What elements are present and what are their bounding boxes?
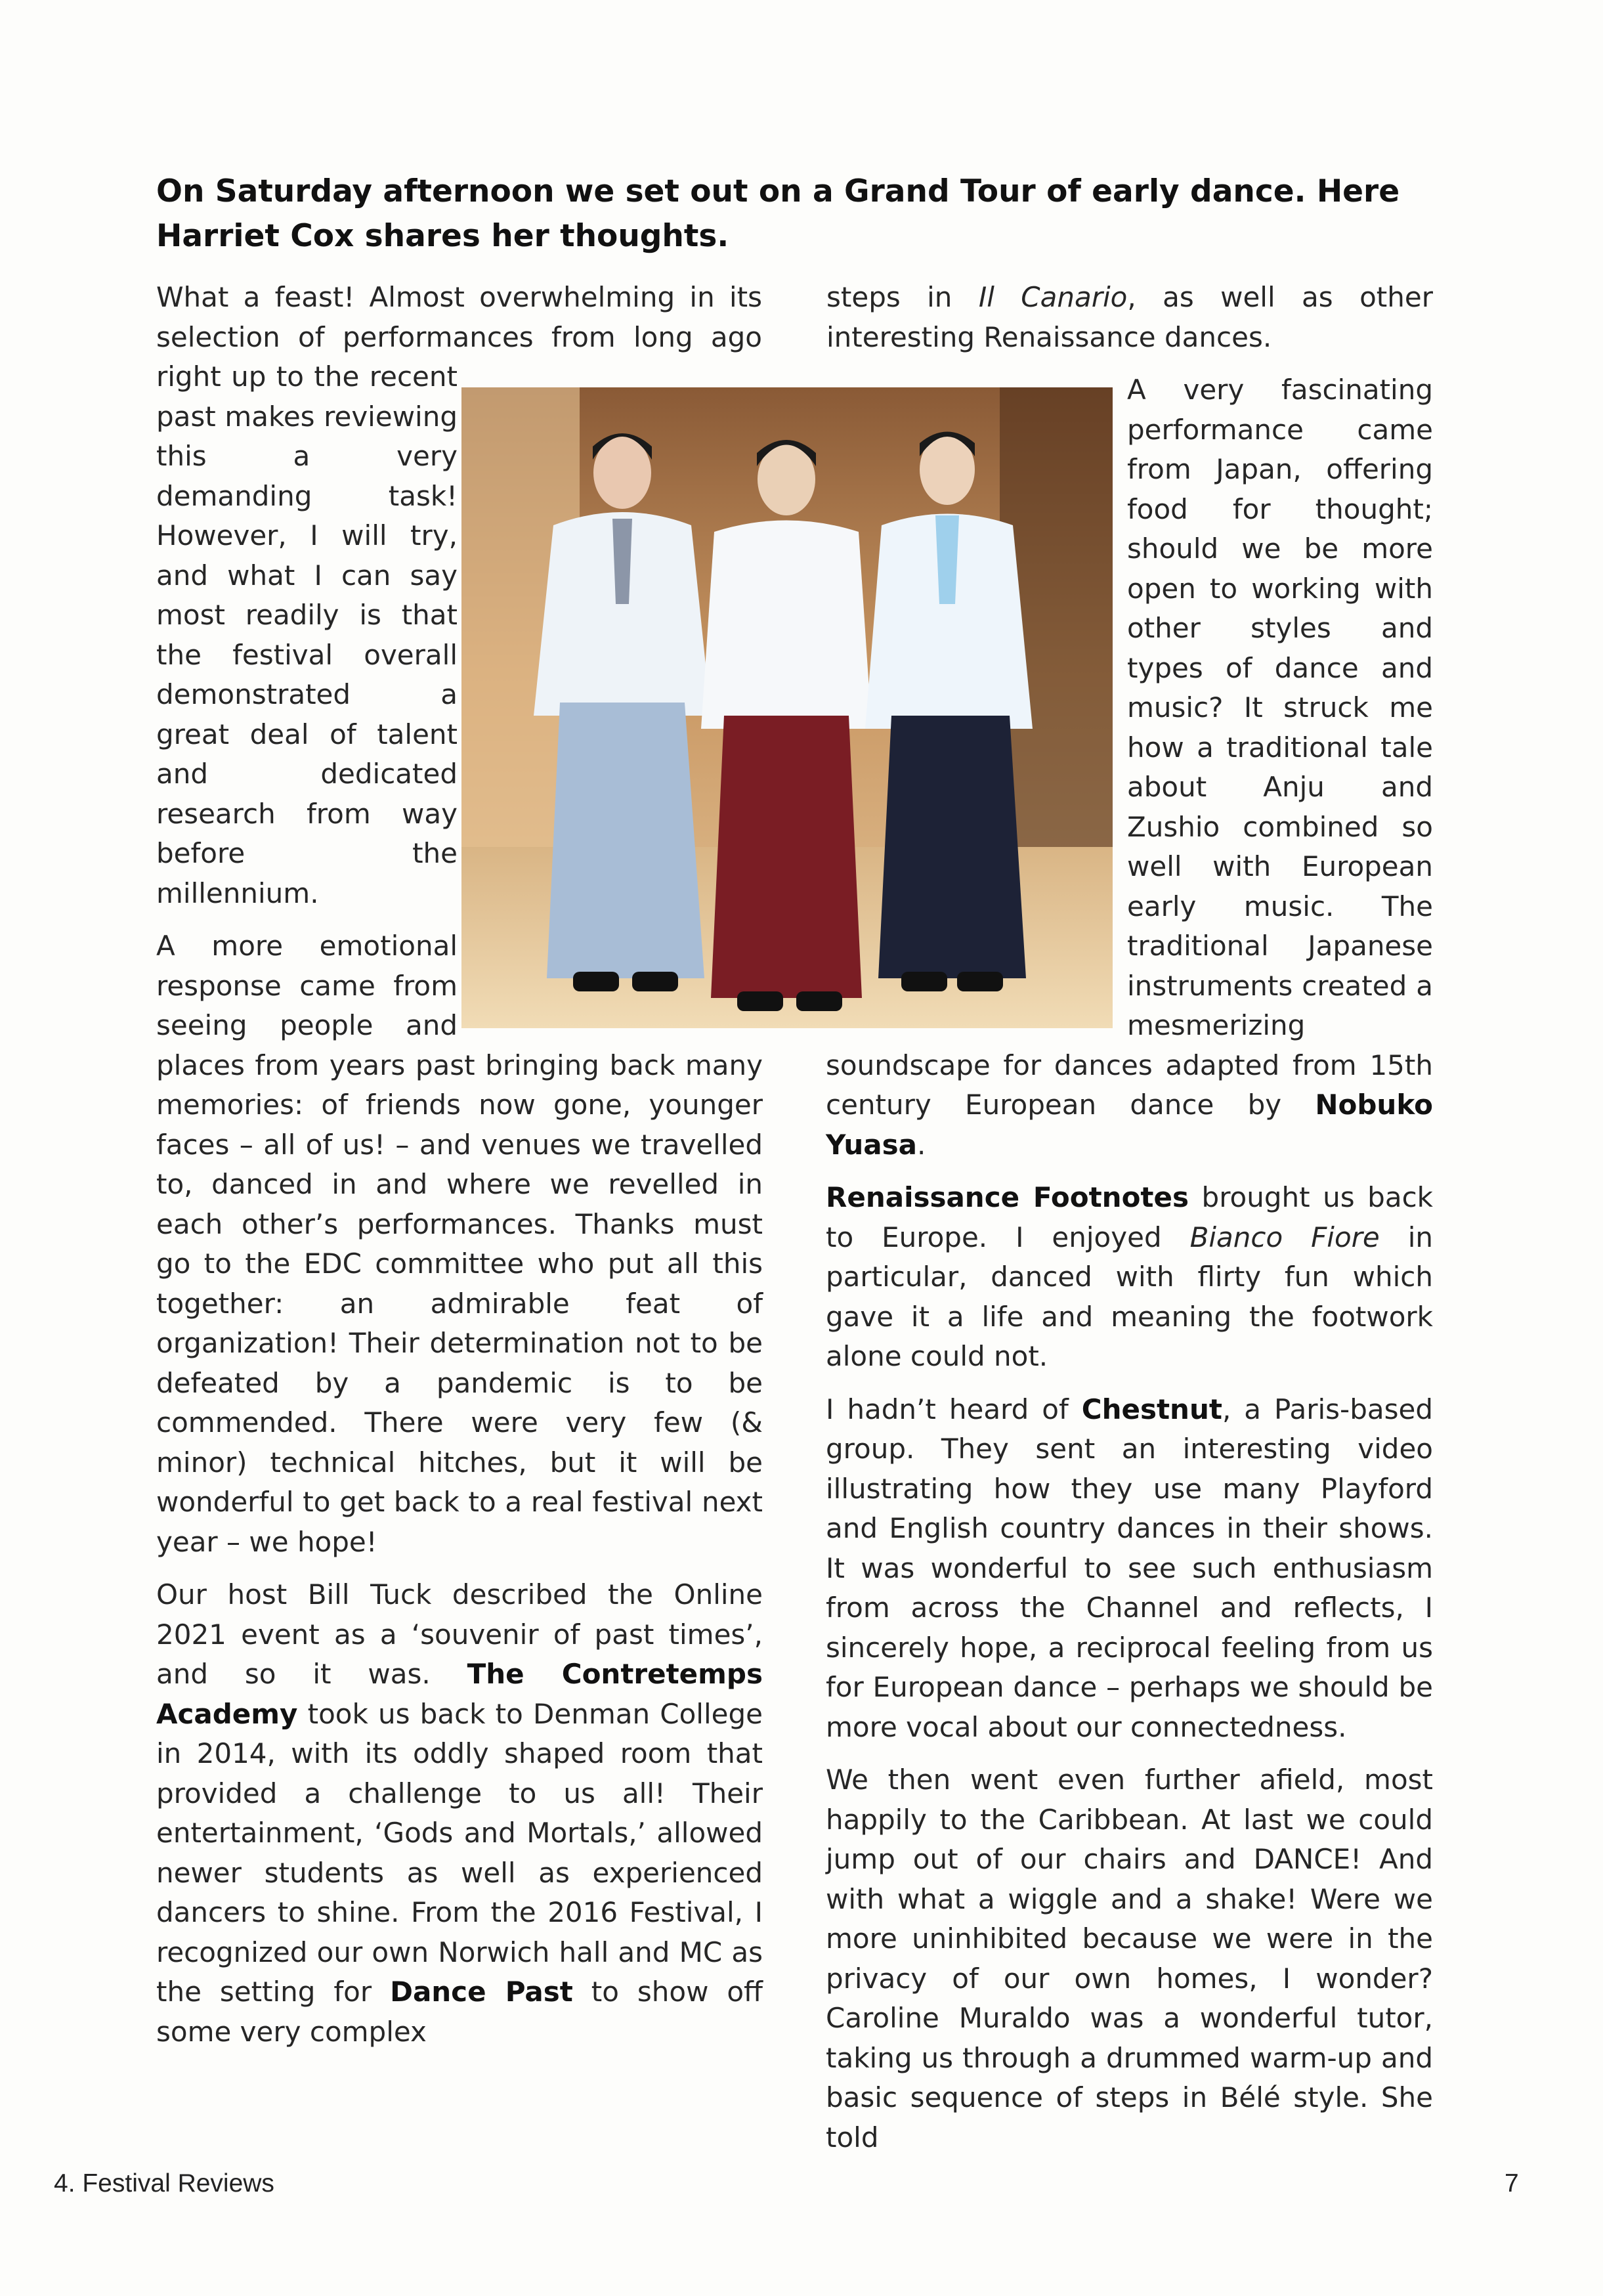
- group-name-contretemps: The Contretemps Academy: [156, 1658, 763, 1730]
- text-run: in particular, danced with flirty fun which gave it a life and meaning the footwork alone could not.: [826, 1221, 1433, 1372]
- paragraph-intro-text: What a feast! Almost overwhelming in its selection of performances from long ago right up to the recent past makes reviewing this a very demanding task! However, I will try, and what I can say most readily is that the festival overall demonstrated a great deal of talent and dedicated research from way before the millennium.: [156, 281, 762, 909]
- group-name-dance-past: Dance Past: [390, 1976, 573, 2008]
- text-run: took us back to Denman College in 2014, with its oddly shaped room that provided a challenge to us all! Their entertainment, ‘Gods and Mortals,’ allowed newer students as well as experienced dancers to shine. From the 2016 Festival, I recognized our own Norwich hall and MC as the setting for: [156, 1697, 763, 2008]
- text-run: A very fascinating performance came from Japan, offering food for thought; should we be more open to working with other styles and types of dance and music? It struck me how a traditional tale about Anju and Zushio combined so well with European early music. The traditional Japanese instruments created a mesmerizing soundscape for dances adapted from 15th century European dance by: [826, 374, 1433, 1121]
- group-name-chestnut: Chestnut: [1081, 1393, 1222, 1425]
- paragraph-emotional-text: A more emotional response came from seeing people and places from years past bringing back many memories: of friends now gone, younger faces – all of us! – and venues we travelled to, danced in and where we revelled in each other’s performances. Thanks must go to the EDC committee who put all this together: an admirable feat of organization! Their determination not to be defeated by a pandemic is to be commended. There were very few (& minor) technical hitches, but it will be wonderful to get back to a real festival next year – we hope!: [156, 930, 763, 1558]
- paragraph-host: [156, 1575, 763, 2052]
- photo-wrap-top: [762, 278, 763, 387]
- paragraph-chestnut: [826, 1390, 1433, 1748]
- text-run: , as well as other interesting Renaissance dances.: [826, 281, 1433, 353]
- text-run: , a Paris-based group. They sent an interesting video illustrating how they use many Playford and English country dances in their shows. It was wonderful to see such enthusiasm from across the Channel and reflects, I sincerely hope, a reciprocal feeling from us for European dance – perhaps we should be more vocal about our connectedness.: [826, 1393, 1433, 1743]
- text-run: Our host Bill Tuck described the Online 2021 event as a ‘souvenir of past times’, and so it was.: [156, 1578, 763, 1690]
- paragraph-canario: [826, 278, 1433, 357]
- performer-name-yuasa: Nobuko Yuasa: [826, 1089, 1433, 1161]
- group-name-renaissance-footnotes: Renaissance Footnotes: [826, 1181, 1189, 1213]
- text-run: to show off some very complex: [156, 1976, 763, 2048]
- text-run: brought us back to Europe. I enjoyed: [826, 1181, 1433, 1253]
- dance-title-bianco-fiore: Bianco Fiore: [1189, 1221, 1380, 1253]
- text-run: steps in: [826, 281, 979, 313]
- paragraph-caribbean-text: We then went even further afield, most happily to the Caribbean. At last we could jump out of our chairs and DANCE! And with what a wiggle and a shake! Were we more uninhibited because we were in the privacy of our own homes, I wonder? Caroline Muraldo was a wonderful tutor, taking us through a drummed warm-up and basic sequence of steps in Bélé style. She told: [826, 1764, 1433, 2154]
- dancers-photo-illustration: [461, 387, 1113, 1028]
- footer-section-label: 4. Festival Reviews: [54, 2169, 274, 2198]
- dance-title-canario: Il Canario: [978, 281, 1128, 313]
- text-run: I hadn’t heard of: [826, 1393, 1082, 1425]
- paragraph-renaissance: [826, 1178, 1433, 1377]
- article-headline: On Saturday afternoon we set out on a Grand Tour of early dance. Here Harriet Cox shares her thoughts.: [156, 173, 1400, 254]
- dancers-photo: [461, 387, 1113, 1028]
- text-run: .: [916, 1128, 926, 1161]
- page-number: 7: [1505, 2169, 1519, 2198]
- paragraph-caribbean: [826, 1760, 1433, 2157]
